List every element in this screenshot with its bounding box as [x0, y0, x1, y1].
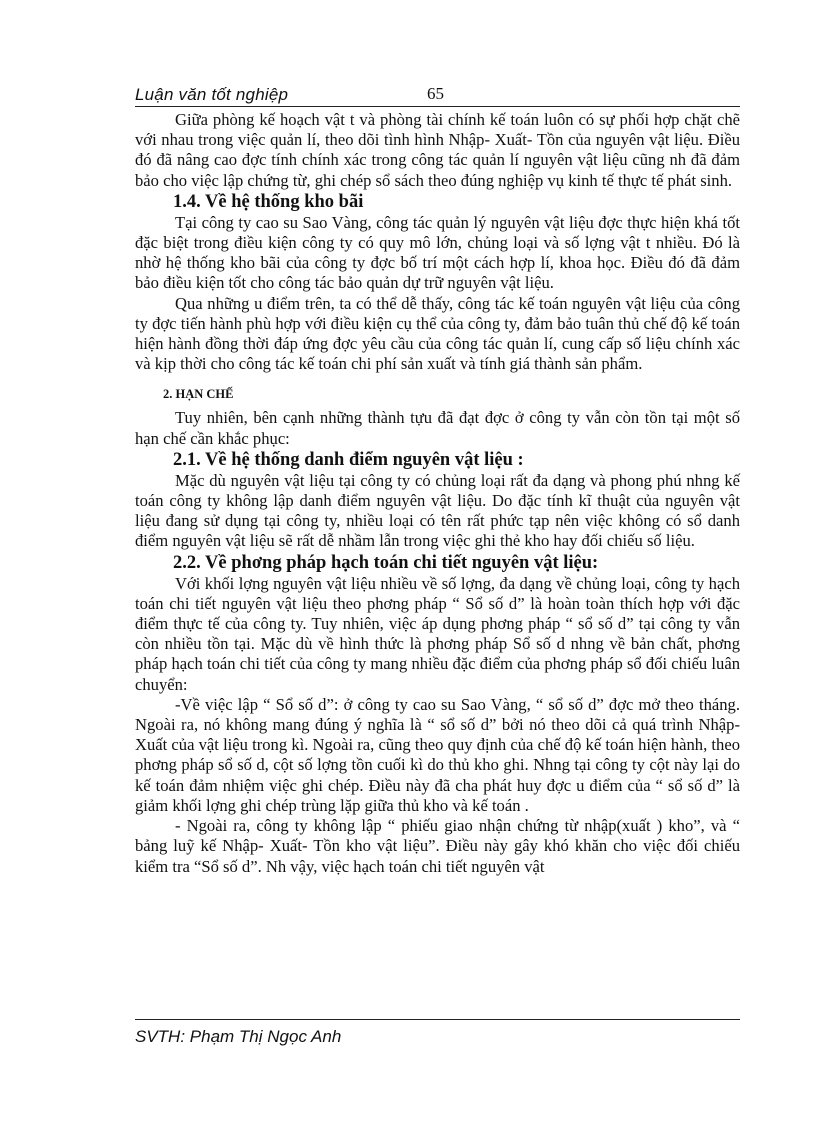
thesis-title: Luận văn tốt nghiệp	[135, 85, 289, 104]
page-body	[135, 110, 740, 877]
paragraph-limitations-intro: Tuy nhiên, bên cạnh những thành tựu đã đạt đợc ở công ty vẫn còn tồn tại một số hạn chế cần khắc phục:	[135, 408, 740, 448]
paragraph-balance-book: -Về việc lập “ Sổ số d”: ở công ty cao su Sao Vàng, “ sổ số d” đợc mở theo tháng. Ngoài ra, nó không mang đúng ý nghĩa là “ sổ số d” bởi nó theo dõi cả quá trình Nhập- Xuất của vật liệu trong kì. Ngoài ra, cũng theo quy định của chế độ kế toán hiện hành, theo phơng pháp sổ số d, cột số lợng tồn cuối kì do thủ kho ghi. Nhng tại công ty cột này lại do kế toán đảm nhiệm việc ghi chép. Điều này đã cha phát huy đợc u điểm của “ sổ số d” là giảm khối lợng ghi chép trùng lặp giữa thủ kho và kế toán .	[135, 694, 740, 815]
paragraph-warehouse: Tại công ty cao su Sao Vàng, công tác quản lý nguyên vật liệu đợc thực hiện khá tốt đặc biệt trong điều kiện công ty có quy mô lớn, chủng loại và số lợng vật t nhiều. Đó là nhờ hệ thống kho bãi của công ty đợc bố trí một cách hợp lí, khoa học. Điều đó đã đảm bảo điều kiện tốt cho công tác bảo quản dự trữ nguyên vật liệu.	[135, 212, 740, 293]
paragraph-material-codes: Mặc dù nguyên vật liệu tại công ty có chủng loại rất đa dạng và phong phú nhng kế toán công ty không lập danh điểm nguyên vật liệu. Do đặc tính kĩ thuật của nguyên vật liệu đang sử dụng tại công ty, nhiều loại có tên rất phức tạp nên việc không có sổ danh điểm nguyên vật liệu sẽ rất dễ nhầm lẫn trong việc ghi thẻ kho hay đối chiếu số liệu.	[135, 470, 740, 551]
heading-2-2: 2.2. Về phơng pháp hạch toán chi tiết nguyên vật liệu:	[173, 552, 599, 573]
paragraph-coordination: Giữa phòng kế hoạch vật t và phòng tài chính kế toán luôn có sự phối hợp chặt chẽ với nhau trong việc quản lí, theo dõi tình hình Nhập- Xuất- Tồn của nguyên vật liệu. Điều đó đã nâng cao đợc tính chính xác trong công tác quản lí nguyên vật liệu cũng nh đã đảm bảo cho việc lập chứng từ, ghi chép sổ sách theo đúng nghiệp vụ kinh tế thực tế phát sinh.	[135, 110, 740, 190]
heading-2-1: 2.1. Về hệ thống danh điểm nguyên vật liệu :	[173, 449, 524, 470]
heading-2-limitations: 2. HẠN CHẾ	[163, 387, 234, 402]
paragraph-advantages-summary: Qua những u điểm trên, ta có thể dễ thấy, công tác kế toán nguyên vật liệu của công ty đợc tiến hành phù hợp với điều kiện cụ thể của công ty, đảm bảo tuân thủ chế độ kế toán hiện hành đồng thời đáp ứng đợc yêu cầu của công tác quản lí, cung cấp số liệu chính xác và kịp thời cho công tác kế toán chi phí sản xuất và tính giá thành sản phẩm.	[135, 293, 740, 374]
heading-1-4: 1.4. Về hệ thống kho bãi	[173, 191, 364, 212]
page-footer	[135, 1019, 740, 1046]
page-header	[135, 84, 740, 107]
paragraph-detailed-accounting: Với khối lợng nguyên vật liệu nhiều về số lợng, đa dạng về chủng loại, công ty hạch toán chi tiết nguyên vật liệu theo phơng pháp “ Sổ số d” là hoàn toàn thích hợp với đặc điểm thực tế của công ty. Tuy nhiên, việc áp dụng phơng pháp “ sổ số d” tại công ty vẫn còn nhiều tồn tại. Mặc dù về hình thức là phơng pháp Sổ số d nhng về bản chất, phơng pháp hạch toán chi tiết của công ty mang nhiều đặc điểm của phơng pháp sổ đối chiếu luân chuyển:	[135, 573, 740, 694]
page-number: 65	[427, 84, 444, 103]
paragraph-delivery-slips: - Ngoài ra, công ty không lập “ phiếu giao nhận chứng từ nhập(xuất ) kho”, và “ bảng luỹ kế Nhập- Xuất- Tồn kho vật liệu”. Điều này gây khó khăn cho việc đối chiếu kiểm tra “Sổ số d”. Nh vậy, việc hạch toán chi tiết nguyên vật	[135, 816, 740, 876]
student-signature: SVTH: Phạm Thị Ngọc Anh	[135, 1027, 342, 1046]
